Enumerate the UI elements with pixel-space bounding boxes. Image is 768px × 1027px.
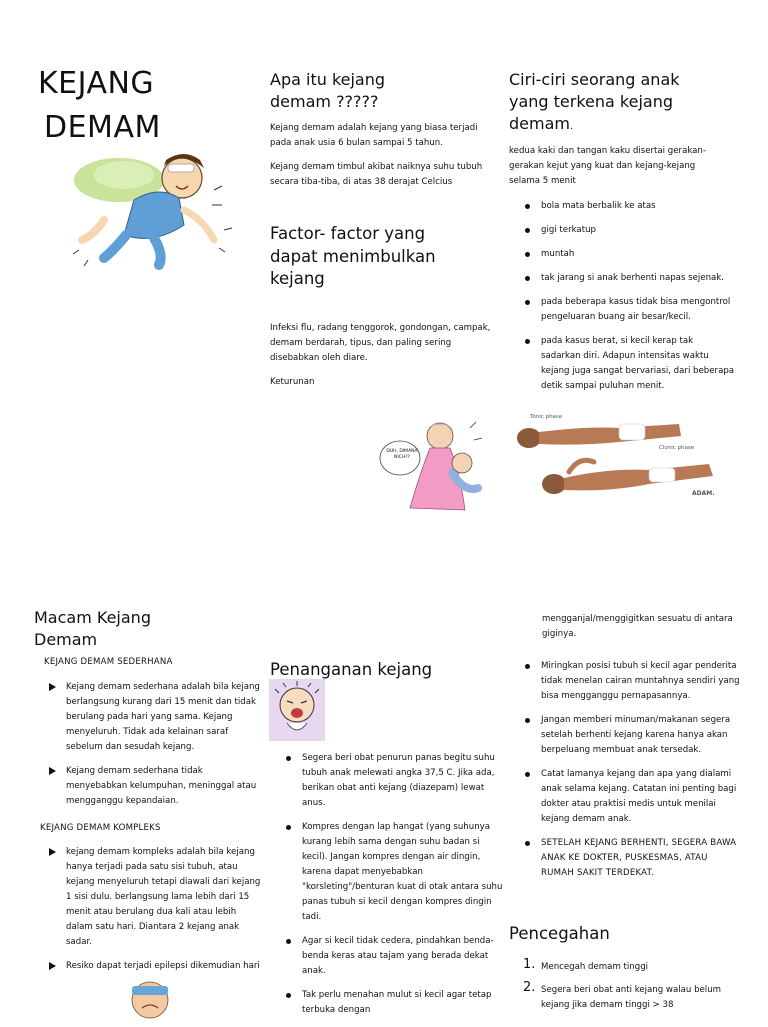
para-definition: Kejang demam adalah kejang yang biasa terjadi pada anak usia 6 bulan sampai 5 tahun.: [270, 123, 478, 148]
list-item: Resiko dapat terjadi epilepsi dikemudian hari: [40, 959, 264, 974]
list-item: kejang demam kompleks adalah bila kejang hanya terjadi pada satu sisi tubuh, atau kejang menyeluruh tetapi diawali dari kejang 1 sisi dulu. berlangsung lama lebih dari 15 menit atau berulang dua kali atau lebih dalam satu hari. Diantara 2 kejang anak sadar.: [40, 845, 264, 950]
list-item: Miringkan posisi tubuh si kecil agar penderita tidak menelan cairan muntahnya sendiri yang bisa mengganggu pernapasannya.: [517, 659, 741, 704]
sick-child-illustration: [120, 978, 180, 1024]
list-item: Segera beri obat penurun panas begitu suhu tubuh anak melewati angka 37,5 C. Jika ada, berikan obat anti kejang (diazepam) lewat anus.: [278, 751, 504, 811]
list-item: Catat lamanya kejang dan apa yang dialami anak selama kejang. Catatan ini penting bagi dokter atau praktisi medis untuk menilai kejang demam anak.: [517, 767, 741, 827]
para-heredity: Keturunan: [270, 377, 315, 387]
list-item: gigi terkatup: [517, 223, 735, 238]
tonic-phase-label: Tonic phase: [530, 414, 563, 420]
list-item: Tak perlu menahan mulut si kecil agar tetap terbuka dengan: [278, 988, 504, 1018]
seizing-child-illustration: [64, 150, 244, 270]
simple-list: [40, 680, 264, 818]
seizure-phases-illustration: [509, 412, 739, 504]
crying-baby-illustration: [269, 679, 325, 741]
heading-what-is: Apa itu kejang demam ?????: [270, 70, 386, 111]
clonic-phase-label: Clonic phase: [659, 445, 695, 451]
subheading-simple: KEJANG DEMAM SEDERHANA: [44, 657, 173, 667]
brochure-title: [38, 62, 228, 150]
heading-handling: Penanganan kejang: [270, 660, 433, 679]
title-line-1: KEJANG: [38, 66, 155, 101]
para-symptoms-intro: kedua kaki dan tangan kaku disertai gerakan-gerakan kejut yang kuat dan kejang-kejang selama 5 menit: [509, 146, 706, 186]
list-item: SETELAH KEJANG BERHENTI, SEGERA BAWA ANAK KE DOKTER, PUSKESMAS, ATAU RUMAH SAKIT TERDEKAT.: [517, 836, 741, 881]
heading-prevention: Pencegahan: [509, 924, 610, 943]
heading-symptoms: [509, 69, 709, 138]
title-line-2: DEMAM: [44, 110, 161, 145]
para-cause: Kejang demam timbul akibat naiknya suhu tubuh secara tiba-tiba, di atas 38 derajat Celcius: [270, 162, 483, 187]
list-item: Kejang demam sederhana adalah bila kejang berlangsung kurang dari 15 menit dan tidak berulang pada hari yang sama. Kejang menyeluruh. Tidak ada kelainan saraf sebelum dan sesudah kejang.: [40, 680, 264, 755]
complex-list: [40, 845, 264, 983]
para-factors: Infeksi flu, radang tenggorok, gondongan, campak, demam berdarah, tipus, dan paling sering disebabkan oleh diare.: [270, 323, 491, 363]
list-item: Kompres dengan lap hangat (yang suhunya kurang lebih sama dengan suhu badan si kecil). Jangan kompres dengan air dingin, karena dapat menyebabkan "korsleting"/benturan kuat di otak antara suhu panas tubuh si kecil dengan kompres dingin tadi.: [278, 820, 504, 925]
prevention-list: [509, 957, 739, 1021]
list-item: pada kasus berat, si kecil kerap tak sadarkan diri. Adapun intensitas waktu kejang juga sangat bervariasi, dari beberapa detik sampai puluhan menit.: [517, 334, 735, 394]
list-text: Segera beri obat anti kejang walau belum kejang jika demam tinggi > 38: [541, 985, 722, 1010]
list-item: Agar si kecil tidak cedera, pindahkan benda-benda keras atau tajam yang berada dekat anak.: [278, 934, 504, 979]
handling-list: [278, 751, 504, 1027]
heading-symptoms-text: Ciri-ciri seorang anak yang terkena kejang demam: [509, 70, 680, 133]
list-item: tak jarang si anak berhenti napas sejenak.: [517, 271, 735, 286]
list-item: muntah: [517, 247, 735, 262]
list-item: bola mata berbalik ke atas: [517, 199, 735, 214]
speech-bubble-text: DUH, DIMANA NICH??: [386, 449, 418, 460]
list-item: [509, 980, 739, 1013]
heading-factors: Factor- factor yang dapat menimbulkan kejang: [270, 224, 436, 288]
list-text: Mencegah demam tinggi: [541, 962, 649, 972]
heading-types: Macam Kejang Demam: [34, 608, 151, 649]
list-item: [509, 957, 739, 975]
handling-list-continued: [517, 659, 741, 890]
grandma-child-illustration: [370, 418, 486, 518]
list-item: Jangan memberi minuman/makanan segera setelah berhenti kejang karena hanya akan berpeluang membuat anak tersedak.: [517, 713, 741, 758]
list-item: pada beberapa kasus tidak bisa mengontrol pengeluaran buang air besar/kecil.: [517, 295, 735, 325]
para-continuation: mengganjal/menggigitkan sesuatu di antara giginya.: [542, 614, 733, 639]
adam-logo: ADAM.: [692, 490, 715, 497]
subheading-complex: KEJANG DEMAM KOMPLEKS: [40, 823, 161, 833]
list-item: Kejang demam sederhana tidak menyebabkan kelumpuhan, meninggal atau mengganggu kepandaian.: [40, 764, 264, 809]
list-number: 1.: [523, 957, 536, 972]
heading-symptoms-dot: .: [569, 121, 574, 132]
list-number: 2.: [523, 980, 536, 995]
symptoms-list: [517, 199, 735, 403]
